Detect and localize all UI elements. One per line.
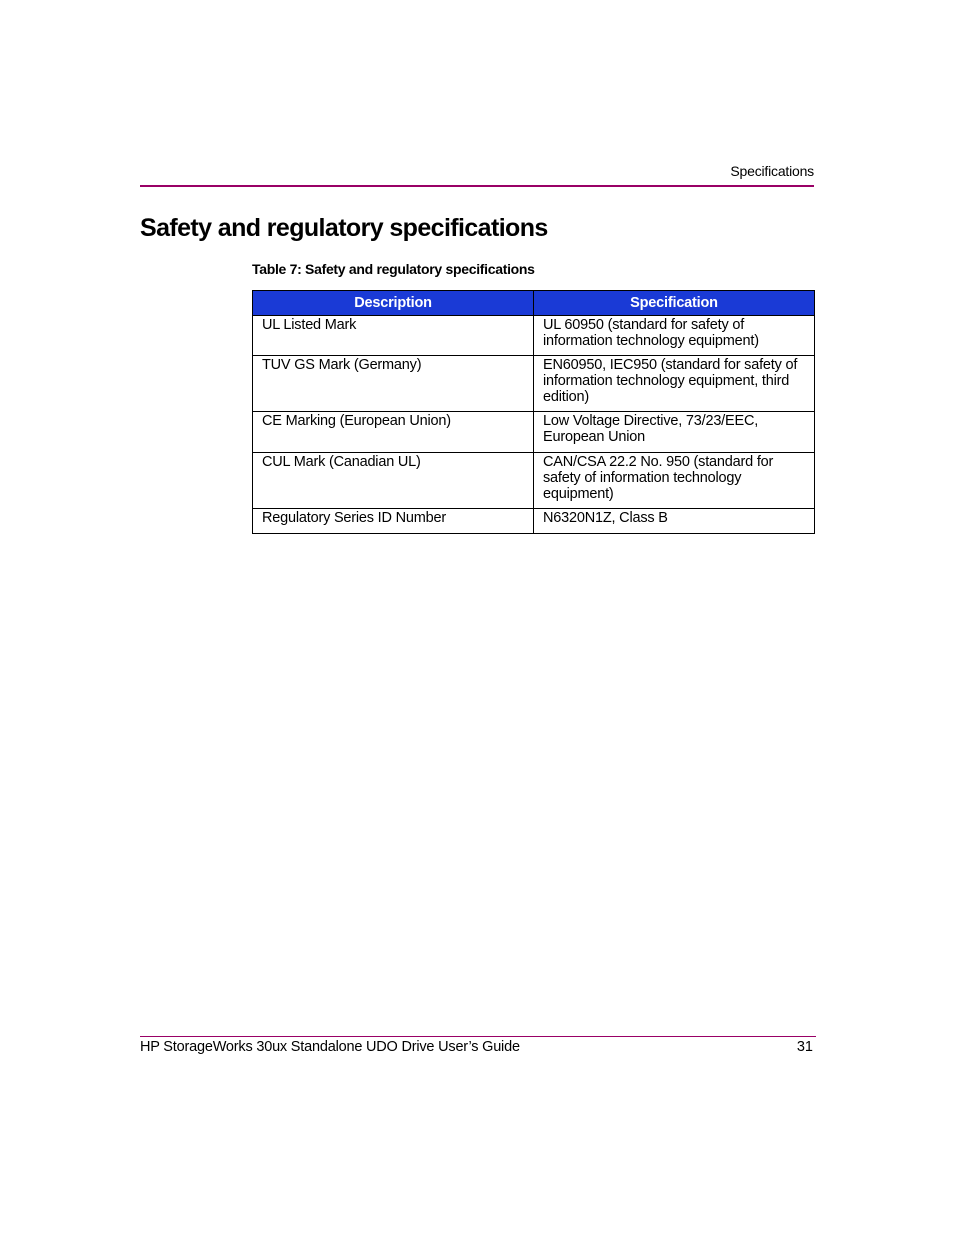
cell-description: TUV GS Mark (Germany) — [253, 356, 534, 412]
cell-description: UL Listed Mark — [253, 316, 534, 356]
column-header-description: Description — [253, 291, 534, 316]
column-header-specification: Specification — [534, 291, 815, 316]
footer-document-title: HP StorageWorks 30ux Standalone UDO Drive User’s Guide — [140, 1039, 520, 1055]
cell-specification: UL 60950 (standard for safety of information technology equipment) — [534, 316, 815, 356]
page-title: Safety and regulatory specifications — [140, 214, 548, 242]
table-row — [253, 356, 815, 412]
page-number: 31 — [796, 1039, 813, 1055]
specifications-table — [252, 290, 815, 534]
footer-rule — [140, 1036, 816, 1037]
header-rule — [140, 185, 814, 187]
table-row — [253, 316, 815, 356]
table-caption: Table 7: Safety and regulatory specifications — [252, 261, 535, 277]
table-header-row — [253, 291, 815, 316]
cell-specification: Low Voltage Directive, 73/23/EEC, European Union — [534, 412, 815, 453]
cell-specification: EN60950, IEC950 (standard for safety of information technology equipment, third edition) — [534, 356, 815, 412]
cell-specification: N6320N1Z, Class B — [534, 509, 815, 534]
table-row — [253, 509, 815, 534]
cell-description: CUL Mark (Canadian UL) — [253, 453, 534, 509]
table-row — [253, 412, 815, 453]
cell-specification: CAN/CSA 22.2 No. 950 (standard for safety of information technology equipment) — [534, 453, 815, 509]
table-row — [253, 453, 815, 509]
cell-description: Regulatory Series ID Number — [253, 509, 534, 534]
cell-description: CE Marking (European Union) — [253, 412, 534, 453]
running-head: Specifications — [730, 163, 814, 179]
